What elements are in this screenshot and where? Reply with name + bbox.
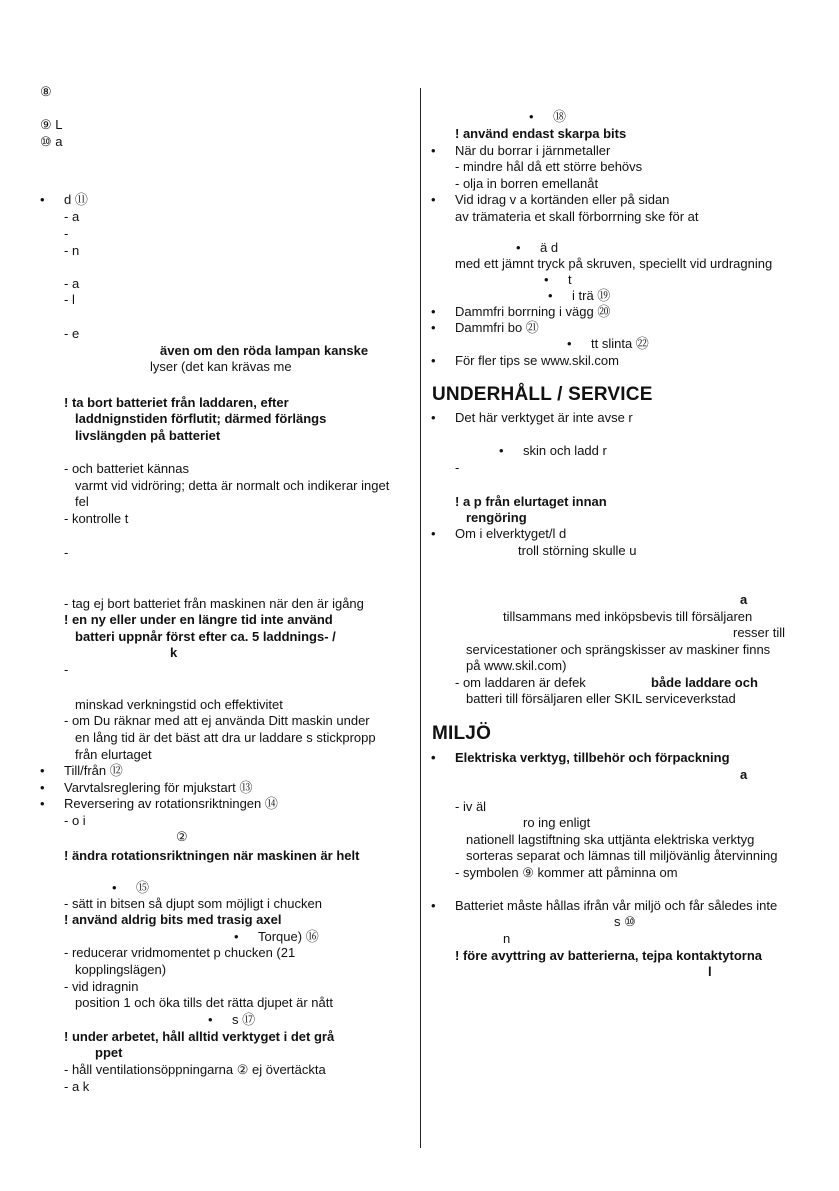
list-item: • Det här verktyget är inte avse r bbox=[455, 410, 633, 426]
warning-text: batteri uppnår först efter ca. 5 laddnings- / bbox=[75, 629, 336, 644]
text-line: nationell lagstiftning ska uttjänta elektriska verktyg bbox=[466, 832, 755, 847]
text-line: en lång tid är det bäst att dra ur laddare s stickpropp bbox=[75, 730, 376, 745]
list-item: • Torque) ⑯ bbox=[258, 929, 319, 945]
text-line: - symbolen ⑨ kommer att påminna om bbox=[455, 865, 678, 880]
text-line: ⑧ bbox=[40, 84, 52, 99]
list-item: • d ⑪ bbox=[64, 192, 88, 208]
text-line: - iv äl bbox=[455, 799, 487, 814]
text-line: resser till bbox=[733, 625, 786, 640]
warning-text: ! använd endast skarpa bits bbox=[455, 126, 627, 141]
warning-text: ! ta bort batteriet från laddaren, efter bbox=[64, 395, 289, 410]
text-line: l bbox=[708, 964, 712, 979]
warning-text: livslängden på batteriet bbox=[75, 428, 221, 443]
text-line: - o i bbox=[64, 813, 86, 828]
warning-text: ! under arbetet, håll alltid verktyget i det grå bbox=[64, 1029, 335, 1044]
text-line: - om Du räknar med att ej använda Ditt maskin under bbox=[64, 713, 370, 728]
warning-text: k bbox=[170, 645, 178, 660]
list-item: • Varvtalsreglering för mjukstart ⑬ bbox=[64, 780, 252, 796]
warning-text: ! före avyttring av batterierna, tejpa kontaktytorna bbox=[455, 948, 763, 963]
section-heading: UNDERHÅLL / SERVICE bbox=[432, 384, 653, 405]
text-line: av trämateria et skall förborrning ske för at bbox=[455, 209, 699, 224]
text-line: - a bbox=[64, 276, 80, 291]
list-item: • i trä ⑲ bbox=[572, 288, 610, 304]
text-line: - bbox=[64, 545, 69, 560]
list-item: • Dammfri borrning i vägg ⑳ bbox=[455, 304, 610, 320]
text-line: - och batteriet kännas bbox=[64, 461, 190, 476]
text-line: tillsammans med inköpsbevis till försäljaren bbox=[503, 609, 753, 624]
text-line: batteri till försäljaren eller SKIL serviceverkstad bbox=[466, 691, 736, 706]
warning-text: ppet bbox=[95, 1045, 123, 1060]
text-line: n bbox=[503, 931, 511, 946]
list-item: • Batteriet måste hållas ifrån vår miljö och får således inte bbox=[455, 898, 777, 914]
text-line: - vid idragnin bbox=[64, 979, 139, 994]
text-line: ⑨ L bbox=[40, 117, 63, 132]
text-line: - a k bbox=[64, 1079, 90, 1094]
text-line: minskad verkningstid och effektivitet bbox=[75, 697, 283, 712]
list-item: • ⑱ bbox=[553, 109, 566, 125]
text-line: s ⑩ bbox=[614, 914, 636, 929]
list-item: • Vid idrag v a kortänden eller på sidan bbox=[455, 192, 669, 208]
list-item: • När du borrar i järnmetaller bbox=[455, 143, 610, 159]
list-item: • Till/från ⑫ bbox=[64, 763, 123, 779]
text-line: - kontrolle t bbox=[64, 511, 129, 526]
text-line: troll störning skulle u bbox=[518, 543, 637, 558]
text-line: - mindre hål då ett större behövs bbox=[455, 159, 643, 174]
text-line: - e bbox=[64, 326, 80, 341]
list-item: • tt slinta ㉒ bbox=[591, 336, 649, 352]
list-item: • t bbox=[568, 272, 572, 288]
list-item: • Elektriska verktyg, tillbehör och förpackning bbox=[455, 750, 730, 766]
text-line: både laddare och bbox=[651, 675, 758, 690]
text-line: ⑩ a bbox=[40, 134, 63, 149]
section-heading: MILJÖ bbox=[432, 723, 492, 744]
list-item: • skin och ladd r bbox=[523, 443, 607, 459]
text-line: - bbox=[455, 460, 460, 475]
text-line: a bbox=[740, 767, 748, 782]
text-line: - håll ventilationsöppningarna ② ej övertäckta bbox=[64, 1062, 326, 1077]
list-item: • s ⑰ bbox=[232, 1012, 255, 1028]
list-item: • Reversering av rotationsriktningen ⑭ bbox=[64, 796, 278, 812]
text-line: - a bbox=[64, 209, 80, 224]
text-line: - om laddaren är defek bbox=[455, 675, 586, 690]
warning-text: ! ändra rotationsriktningen när maskinen är helt bbox=[64, 848, 360, 863]
text-line: position 1 och öka tills det rätta djupet är nått bbox=[75, 995, 333, 1010]
list-item: • För fler tips se www.skil.com bbox=[455, 353, 619, 369]
text-line: sorteras separat och lämnas till miljövänlig återvinning bbox=[466, 848, 778, 863]
list-item: • ä d bbox=[540, 240, 558, 256]
column-divider bbox=[420, 88, 421, 1148]
text-line: kopplingslägen) bbox=[75, 962, 167, 977]
text-line: även om den röda lampan kanske bbox=[160, 343, 369, 358]
text-line: - sätt in bitsen så djupt som möjligt i chucken bbox=[64, 896, 322, 911]
text-line: ② bbox=[176, 829, 188, 844]
text-line: - l bbox=[64, 292, 75, 307]
warning-text: rengöring bbox=[466, 510, 527, 525]
text-line: - bbox=[64, 662, 69, 677]
text-line: från elurtaget bbox=[75, 747, 152, 762]
text-line: - n bbox=[64, 243, 80, 258]
list-item: • ⑮ bbox=[136, 880, 149, 896]
warning-text: ! en ny eller under en längre tid inte använd bbox=[64, 612, 333, 627]
text-line: fel bbox=[75, 494, 89, 509]
text-line: - tag ej bort batteriet från maskinen när den är igång bbox=[64, 596, 364, 611]
text-line: på www.skil.com) bbox=[466, 658, 567, 673]
text-line: med ett jämnt tryck på skruven, speciellt vid urdragning bbox=[455, 256, 773, 271]
warning-text: ! a p från elurtaget innan bbox=[455, 494, 607, 509]
text-line: ro ing enligt bbox=[523, 815, 591, 830]
text-line: a bbox=[740, 592, 748, 607]
text-line: servicestationer och sprängskisser av maskiner finns bbox=[466, 642, 771, 657]
text-line: varmt vid vidröring; detta är normalt och indikerar inget bbox=[75, 478, 390, 493]
text-line: - reducerar vridmomentet p chucken (21 bbox=[64, 945, 296, 960]
text-line: - bbox=[64, 226, 69, 241]
warning-text: laddnignstiden förflutit; därmed förlängs bbox=[75, 411, 327, 426]
list-item: • Om i elverktyget/l d bbox=[455, 526, 566, 542]
text-line: - olja in borren emellanåt bbox=[455, 176, 599, 191]
warning-text: ! använd aldrig bits med trasig axel bbox=[64, 912, 282, 927]
list-item: • Dammfri bo ㉑ bbox=[455, 320, 539, 336]
text-line: lyser (det kan krävas me bbox=[150, 359, 292, 374]
